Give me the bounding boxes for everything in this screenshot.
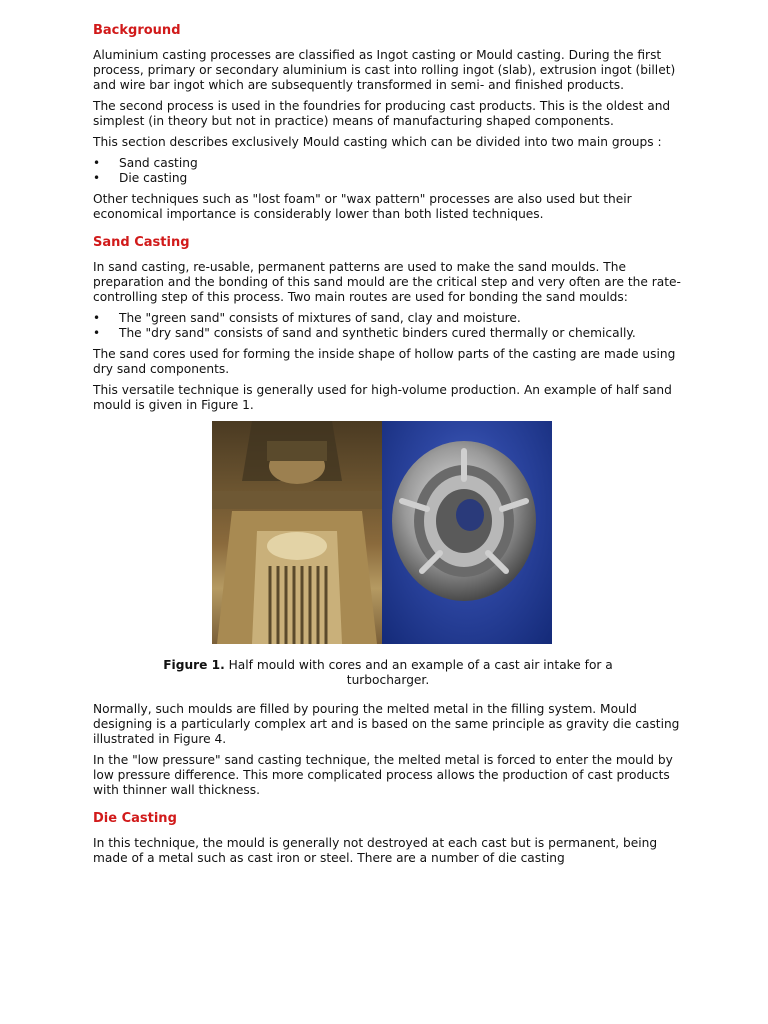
list-item: • The "dry sand" consists of sand and synthetic binders cured thermally or chemically.	[93, 326, 683, 341]
paragraph: In sand casting, re-usable, permanent patterns are used to make the sand moulds. The preparation and the bonding of this sand mould are the critical step and very often are the rate-controlling step of this process. Two main routes are used for bonding the sand moulds:	[93, 260, 681, 304]
cast-air-intake-photo	[382, 421, 552, 644]
document-page	[93, 22, 683, 872]
paragraph: Aluminium casting processes are classified as Ingot casting or Mould casting. During the first process, primary or secondary aluminium is cast into rolling ingot (slab), extrusion ingot (billet) and wire bar ingot which are subsequently transformed in semi- and finished products.	[93, 48, 676, 92]
section-heading-die-casting: Die Casting	[93, 811, 177, 826]
half-mould-photo	[212, 421, 382, 644]
figure-1-image	[212, 421, 552, 644]
paragraph: Other techniques such as "lost foam" or "wax pattern" processes are also used but their economical importance is considerably lower than both listed techniques.	[93, 192, 632, 221]
bullet-list	[93, 156, 683, 186]
paragraph: Normally, such moulds are filled by pouring the melted metal in the filling system. Mould designing is a particularly complex art and is based on the same principle as gravity die casting illustrated in Figure 4.	[93, 702, 680, 746]
paragraph: In this technique, the mould is generally not destroyed at each cast but is permanent, being made of a metal such as cast iron or steel. There are a number of die casting	[93, 836, 658, 865]
figure-1-caption	[93, 658, 683, 688]
list-item: • Die casting	[93, 171, 683, 186]
list-item: • Sand casting	[93, 156, 683, 171]
paragraph: This section describes exclusively Mould casting which can be divided into two main groups :	[93, 135, 662, 149]
figure-label: Figure 1.	[163, 658, 225, 672]
paragraph: The second process is used in the foundries for producing cast products. This is the oldest and simplest (in theory but not in practice) means of manufacturing shaped components.	[93, 99, 671, 128]
bullet-list	[93, 311, 683, 341]
paragraph: This versatile technique is generally used for high-volume production. An example of half sand mould is given in Figure 1.	[93, 383, 672, 412]
list-item: • The "green sand" consists of mixtures of sand, clay and moisture.	[93, 311, 683, 326]
paragraph: In the "low pressure" sand casting technique, the melted metal is forced to enter the mould by low pressure difference. This more complicated process allows the production of cast products with thinner wall thickness.	[93, 753, 673, 797]
figure-caption-text: Half mould with cores and an example of a cast air intake for a turbocharger.	[224, 658, 613, 687]
section-heading-background: Background	[93, 23, 181, 38]
paragraph: The sand cores used for forming the inside shape of hollow parts of the casting are made using dry sand components.	[93, 347, 676, 376]
section-heading-sand-casting: Sand Casting	[93, 235, 190, 250]
